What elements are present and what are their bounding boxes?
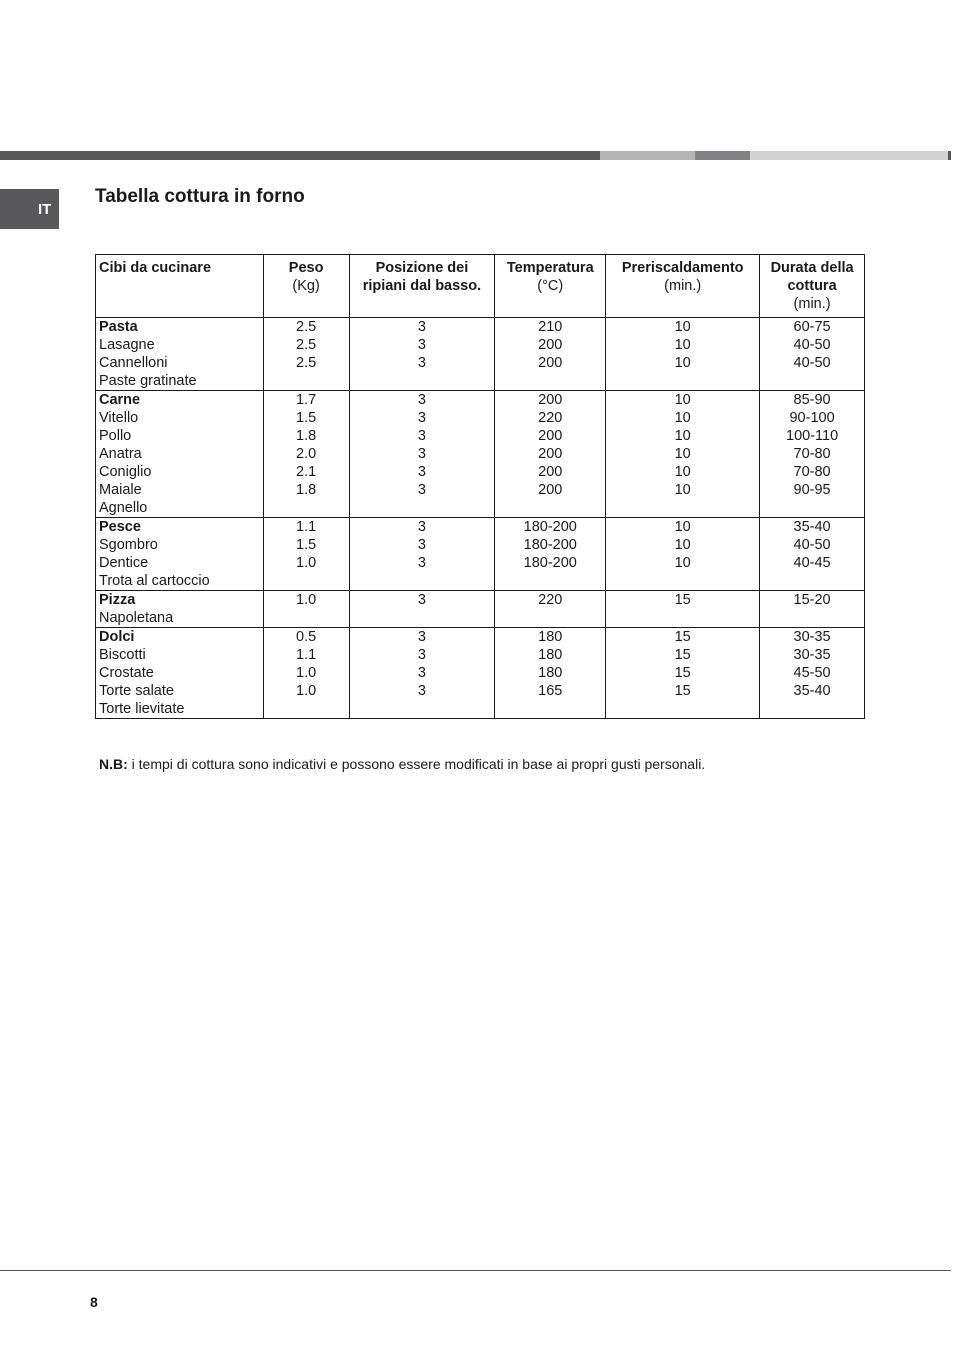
- food-name: Agnello: [99, 500, 148, 516]
- preriscaldamento-value: 10: [674, 482, 691, 498]
- header-bar-segment: [0, 151, 600, 160]
- durata-value: 40-50: [793, 355, 831, 371]
- food-name: Vitello: [99, 410, 139, 426]
- posizione-value: 3: [417, 410, 426, 426]
- food-name: Lasagne: [99, 337, 155, 353]
- preriscaldamento-value: 10: [674, 392, 691, 408]
- language-label: IT: [38, 200, 52, 218]
- posizione-cell: [349, 391, 495, 518]
- peso-value: 2.5: [296, 319, 317, 335]
- preriscaldamento-value: 10: [674, 355, 691, 371]
- header-bar-segment: [600, 151, 695, 160]
- temperatura-cell: [495, 391, 606, 518]
- food-name: Paste gratinate: [99, 373, 197, 389]
- column-header-label: Preriscaldamento: [621, 260, 744, 276]
- preriscaldamento-value: 10: [674, 337, 691, 353]
- temperatura-value: 200: [538, 392, 563, 408]
- peso-value: 1.5: [296, 410, 317, 426]
- durata-value: 90-100: [789, 410, 835, 426]
- temperatura-value: 200: [538, 446, 563, 462]
- temperatura-value: 180: [538, 629, 563, 645]
- food-name: Sgombro: [99, 537, 158, 553]
- temperatura-value: 210: [538, 319, 563, 335]
- peso-value: 1.5: [296, 537, 317, 553]
- posizione-cell: [349, 318, 495, 391]
- temperatura-cell: [495, 318, 606, 391]
- temperatura-value: 220: [538, 410, 563, 426]
- column-header: [606, 255, 760, 318]
- table-row: [96, 391, 865, 518]
- temperatura-value: 200: [538, 482, 563, 498]
- temperatura-value: 200: [538, 428, 563, 444]
- food-name: Trota al cartoccio: [99, 573, 210, 589]
- posizione-value: 3: [417, 647, 426, 663]
- food-name: Torte lievitate: [99, 701, 185, 717]
- column-header-label: Temperatura: [506, 260, 594, 276]
- food-name: Cannelloni: [99, 355, 168, 371]
- posizione-value: 3: [417, 428, 426, 444]
- durata-value: 15-20: [793, 592, 831, 608]
- durata-value: 60-75: [793, 319, 831, 335]
- peso-value: 0.5: [296, 629, 317, 645]
- category-label: Dolci: [99, 629, 135, 645]
- peso-value: 1.1: [296, 647, 317, 663]
- preriscaldamento-value: 10: [674, 537, 691, 553]
- page-title: Tabella cottura in forno: [95, 186, 305, 207]
- posizione-value: 3: [417, 446, 426, 462]
- preriscaldamento-cell: [606, 628, 760, 719]
- header-color-bar: [0, 151, 954, 160]
- food-cell: [96, 318, 264, 391]
- peso-value: 1.8: [296, 482, 317, 498]
- food-name: Coniglio: [99, 464, 152, 480]
- posizione-cell: [349, 518, 495, 591]
- durata-value: 90-95: [793, 482, 831, 498]
- posizione-value: 3: [417, 482, 426, 498]
- durata-cell: [760, 518, 865, 591]
- durata-cell: [760, 628, 865, 719]
- preriscaldamento-cell: [606, 391, 760, 518]
- column-header: [495, 255, 606, 318]
- durata-value: 70-80: [793, 464, 831, 480]
- peso-value: 2.5: [296, 337, 317, 353]
- temperatura-value: 180: [538, 647, 563, 663]
- preriscaldamento-cell: [606, 518, 760, 591]
- posizione-value: 3: [417, 537, 426, 553]
- temperatura-value: 180-200: [523, 519, 577, 535]
- column-header-label: Cibi da cucinare: [99, 260, 212, 276]
- table-row: [96, 628, 865, 719]
- temperatura-cell: [495, 591, 606, 628]
- peso-cell: [263, 628, 349, 719]
- category-label: Pizza: [99, 592, 136, 608]
- temperatura-value: 200: [538, 355, 563, 371]
- preriscaldamento-value: 10: [674, 319, 691, 335]
- posizione-value: 3: [417, 319, 426, 335]
- food-name: Dentice: [99, 555, 149, 571]
- durata-value: 70-80: [793, 446, 831, 462]
- peso-cell: [263, 591, 349, 628]
- food-name: Pollo: [99, 428, 132, 444]
- peso-value: 1.0: [296, 683, 317, 699]
- temperatura-value: 180: [538, 665, 563, 681]
- footnote-text: i tempi di cottura sono indicativi e possono essere modificati in base ai propri gusti personali.: [127, 756, 706, 772]
- header-bar-segment: [948, 151, 951, 160]
- preriscaldamento-value: 15: [674, 592, 691, 608]
- footer-rule: [0, 1270, 951, 1271]
- peso-value: 1.0: [296, 665, 317, 681]
- column-header-unit: (min.): [664, 278, 702, 294]
- durata-value: 40-50: [793, 337, 831, 353]
- column-header: [349, 255, 495, 318]
- table-row: [96, 518, 865, 591]
- durata-value: 30-35: [793, 629, 831, 645]
- durata-value: 40-50: [793, 537, 831, 553]
- preriscaldamento-value: 10: [674, 446, 691, 462]
- posizione-value: 3: [417, 683, 426, 699]
- peso-value: 1.0: [296, 555, 317, 571]
- posizione-value: 3: [417, 337, 426, 353]
- posizione-value: 3: [417, 355, 426, 371]
- footnote: [99, 756, 705, 772]
- durata-cell: [760, 318, 865, 391]
- peso-value: 2.0: [296, 446, 317, 462]
- food-cell: [96, 391, 264, 518]
- food-name: Anatra: [99, 446, 142, 462]
- food-cell: [96, 628, 264, 719]
- food-name: Torte salate: [99, 683, 174, 699]
- category-label: Pasta: [99, 319, 138, 335]
- posizione-value: 3: [417, 665, 426, 681]
- food-cell: [96, 518, 264, 591]
- language-tab: [0, 189, 59, 229]
- temperatura-cell: [495, 628, 606, 719]
- peso-cell: [263, 518, 349, 591]
- preriscaldamento-value: 10: [674, 410, 691, 426]
- table-header-row: [96, 255, 865, 318]
- temperatura-value: 220: [538, 592, 563, 608]
- column-header-unit: (Kg): [292, 278, 320, 294]
- cooking-table: [95, 254, 865, 719]
- temperatura-value: 180-200: [523, 555, 577, 571]
- preriscaldamento-value: 10: [674, 519, 691, 535]
- preriscaldamento-value: 10: [674, 555, 691, 571]
- posizione-value: 3: [417, 555, 426, 571]
- food-name: Maiale: [99, 482, 142, 498]
- durata-value: 35-40: [793, 683, 831, 699]
- preriscaldamento-cell: [606, 318, 760, 391]
- durata-value: 85-90: [793, 392, 831, 408]
- category-label: Pesce: [99, 519, 141, 535]
- table-row: [96, 318, 865, 391]
- preriscaldamento-value: 15: [674, 683, 691, 699]
- table-row: [96, 591, 865, 628]
- column-header-label: Peso: [288, 260, 324, 276]
- posizione-value: 3: [417, 629, 426, 645]
- peso-cell: [263, 391, 349, 518]
- preriscaldamento-cell: [606, 591, 760, 628]
- category-label: Carne: [99, 392, 141, 408]
- posizione-value: 3: [417, 464, 426, 480]
- temperatura-value: 200: [538, 337, 563, 353]
- temperatura-value: 165: [538, 683, 563, 699]
- column-header-unit: (°C): [537, 278, 564, 294]
- food-name: Crostate: [99, 665, 154, 681]
- column-header-label: Posizione dei ripiani dal basso.: [362, 260, 482, 294]
- food-name: Biscotti: [99, 647, 146, 663]
- preriscaldamento-value: 15: [674, 665, 691, 681]
- durata-value: 45-50: [793, 665, 831, 681]
- peso-value: 2.5: [296, 355, 317, 371]
- column-header: [263, 255, 349, 318]
- column-header-label: Durata della cottura: [770, 260, 854, 294]
- header-bar-segment: [750, 151, 948, 160]
- posizione-cell: [349, 591, 495, 628]
- page-number: 8: [90, 1294, 98, 1310]
- column-header: [760, 255, 865, 318]
- durata-cell: [760, 391, 865, 518]
- peso-value: 1.1: [296, 519, 317, 535]
- preriscaldamento-value: 15: [674, 629, 691, 645]
- footnote-label: N.B:: [99, 756, 128, 772]
- posizione-value: 3: [417, 519, 426, 535]
- durata-value: 35-40: [793, 519, 831, 535]
- food-cell: [96, 591, 264, 628]
- posizione-value: 3: [417, 592, 426, 608]
- temperatura-value: 200: [538, 464, 563, 480]
- column-header: [96, 255, 264, 318]
- peso-value: 1.8: [296, 428, 317, 444]
- preriscaldamento-value: 15: [674, 647, 691, 663]
- food-name: Napoletana: [99, 610, 174, 626]
- durata-value: 30-35: [793, 647, 831, 663]
- durata-cell: [760, 591, 865, 628]
- preriscaldamento-value: 10: [674, 464, 691, 480]
- durata-value: 100-110: [786, 428, 839, 444]
- peso-value: 1.0: [296, 592, 317, 608]
- posizione-value: 3: [417, 392, 426, 408]
- temperatura-cell: [495, 518, 606, 591]
- preriscaldamento-value: 10: [674, 428, 691, 444]
- peso-value: 1.7: [296, 392, 317, 408]
- peso-value: 2.1: [296, 464, 317, 480]
- durata-value: 40-45: [793, 555, 831, 571]
- temperatura-value: 180-200: [523, 537, 577, 553]
- peso-cell: [263, 318, 349, 391]
- table-body: [96, 318, 865, 719]
- posizione-cell: [349, 628, 495, 719]
- header-bar-segment: [695, 151, 750, 160]
- column-header-unit: (min.): [793, 296, 831, 312]
